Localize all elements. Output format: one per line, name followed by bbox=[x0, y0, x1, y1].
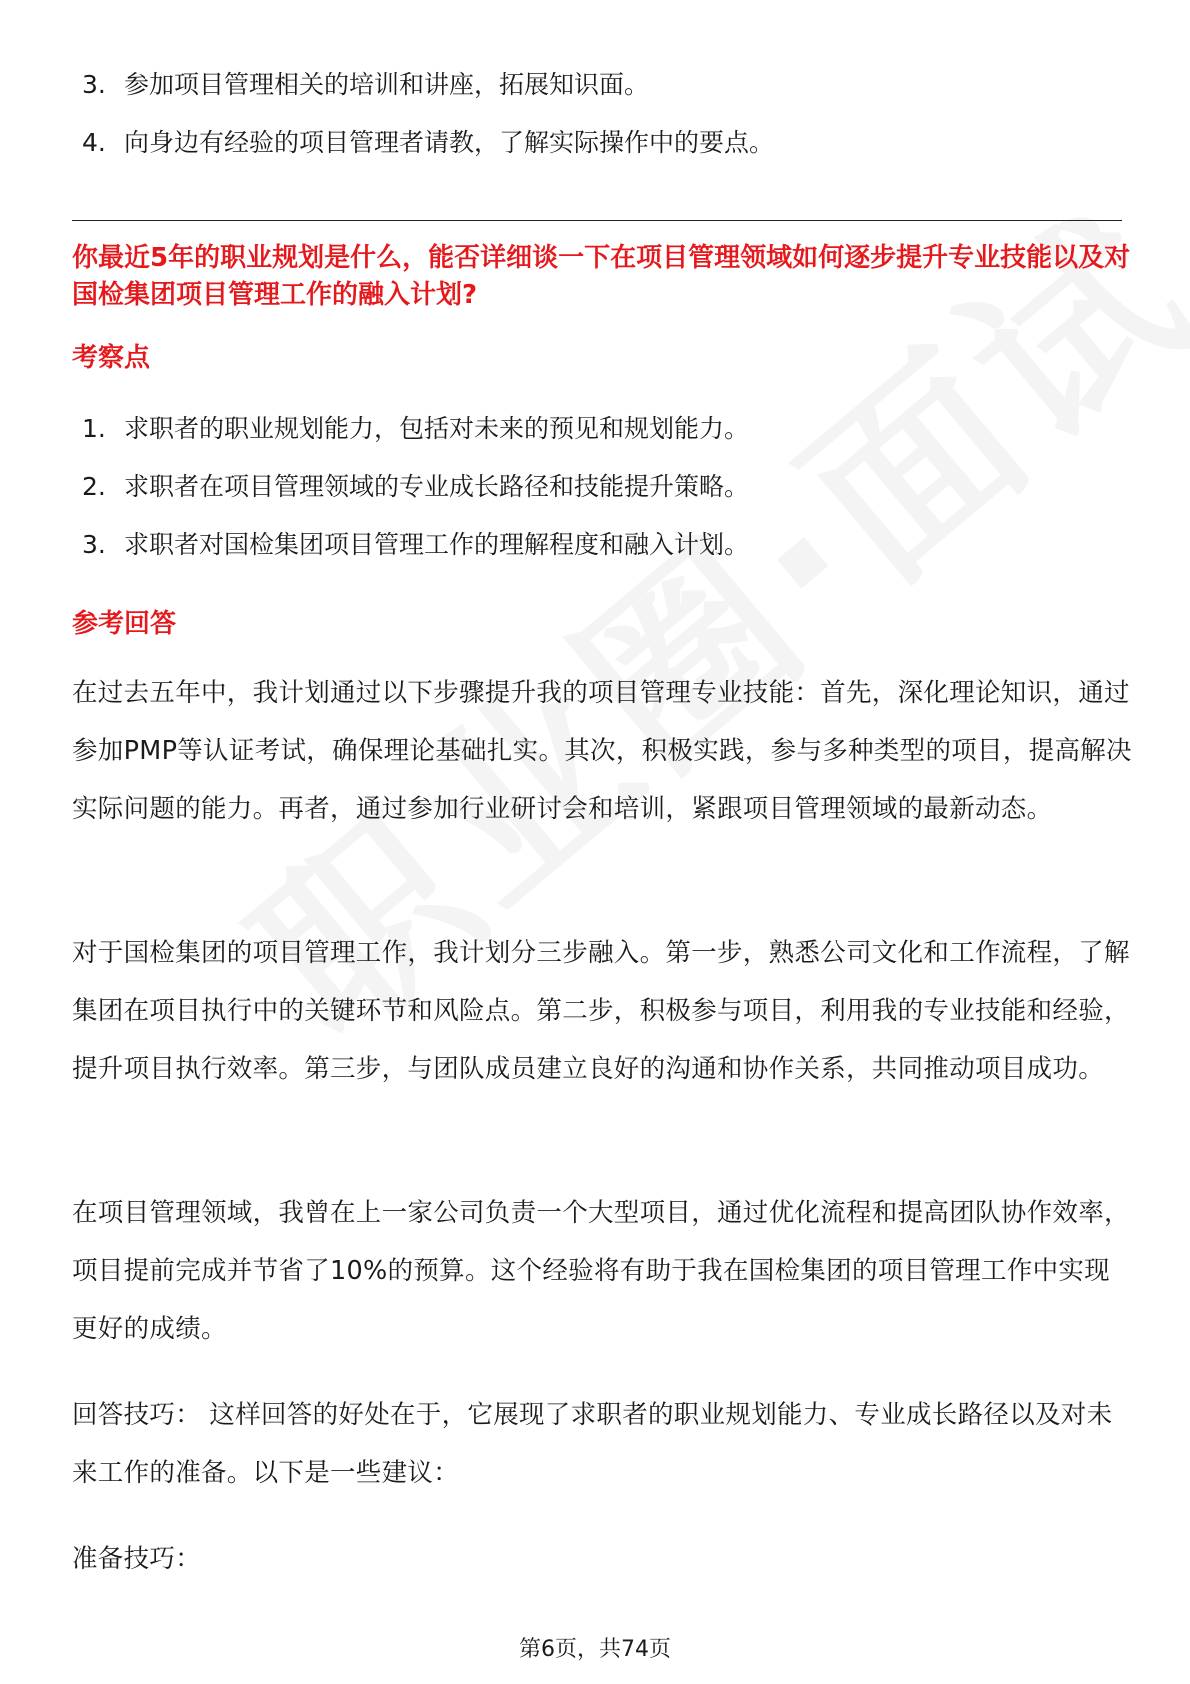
list-item-number: 1. bbox=[82, 414, 106, 443]
list-item-number: 3. bbox=[82, 70, 106, 99]
list-item bbox=[82, 56, 774, 114]
intro-list bbox=[82, 56, 774, 172]
list-item-number: 3. bbox=[82, 530, 106, 559]
prep-tips-label: 准备技巧： bbox=[72, 1544, 202, 1574]
answer-paragraph: 对于国检集团的项目管理工作，我计划分三步融入。第一步，熟悉公司文化和工作流程，了解集团在项目执行中的关键环节和风险点。第二步，积极参与项目，利用我的专业技能和经验，提升项目执行效率。第三步，与团队成员建立良好的沟通和协作关系，共同推动项目成功。 bbox=[72, 938, 1130, 1084]
list-item-text: 求职者在项目管理领域的专业成长路径和技能提升策略。 bbox=[124, 472, 750, 501]
list-item-text: 参加项目管理相关的培训和讲座，拓展知识面。 bbox=[124, 70, 650, 99]
list-item bbox=[82, 400, 749, 458]
question-heading: 你最近5年的职业规划是什么，能否详细谈一下在项目管理领域如何逐步提升专业技能以及对国检集团项目管理工作的融入计划? bbox=[72, 243, 1131, 310]
tips-paragraph: 回答技巧： 这样回答的好处在于，它展现了求职者的职业规划能力、专业成长路径以及对未来工作的准备。以下是一些建议： bbox=[72, 1400, 1113, 1488]
list-item-number: 2. bbox=[82, 472, 106, 501]
list-item bbox=[82, 458, 749, 516]
list-item bbox=[82, 516, 749, 574]
list-item-text: 向身边有经验的项目管理者请教，了解实际操作中的要点。 bbox=[124, 128, 775, 157]
answer-paragraph: 在过去五年中，我计划通过以下步骤提升我的项目管理专业技能：首先，深化理论知识，通过参加PMP等认证考试，确保理论基础扎实。其次，积极实践，参与多种类型的项目，提高解决实际问题的能力。再者，通过参加行业研讨会和培训，紧跟项目管理领域的最新动态。 bbox=[72, 678, 1132, 824]
answer-heading: 参考回答 bbox=[72, 609, 177, 639]
section-divider bbox=[72, 220, 1122, 221]
points-heading: 考察点 bbox=[72, 343, 151, 373]
answer-paragraph: 在项目管理领域，我曾在上一家公司负责一个大型项目，通过优化流程和提高团队协作效率，项目提前完成并节省了10%的预算。这个经验将有助于我在国检集团的项目管理工作中实现更好的成绩。 bbox=[72, 1198, 1130, 1344]
list-item bbox=[82, 114, 774, 172]
points-list bbox=[82, 400, 749, 574]
list-item-number: 4. bbox=[82, 128, 106, 157]
list-item-text: 求职者的职业规划能力，包括对未来的预见和规划能力。 bbox=[124, 414, 750, 443]
list-item-text: 求职者对国检集团项目管理工作的理解程度和融入计划。 bbox=[124, 530, 750, 559]
page-footer: 第6页，共74页 bbox=[519, 1637, 671, 1662]
